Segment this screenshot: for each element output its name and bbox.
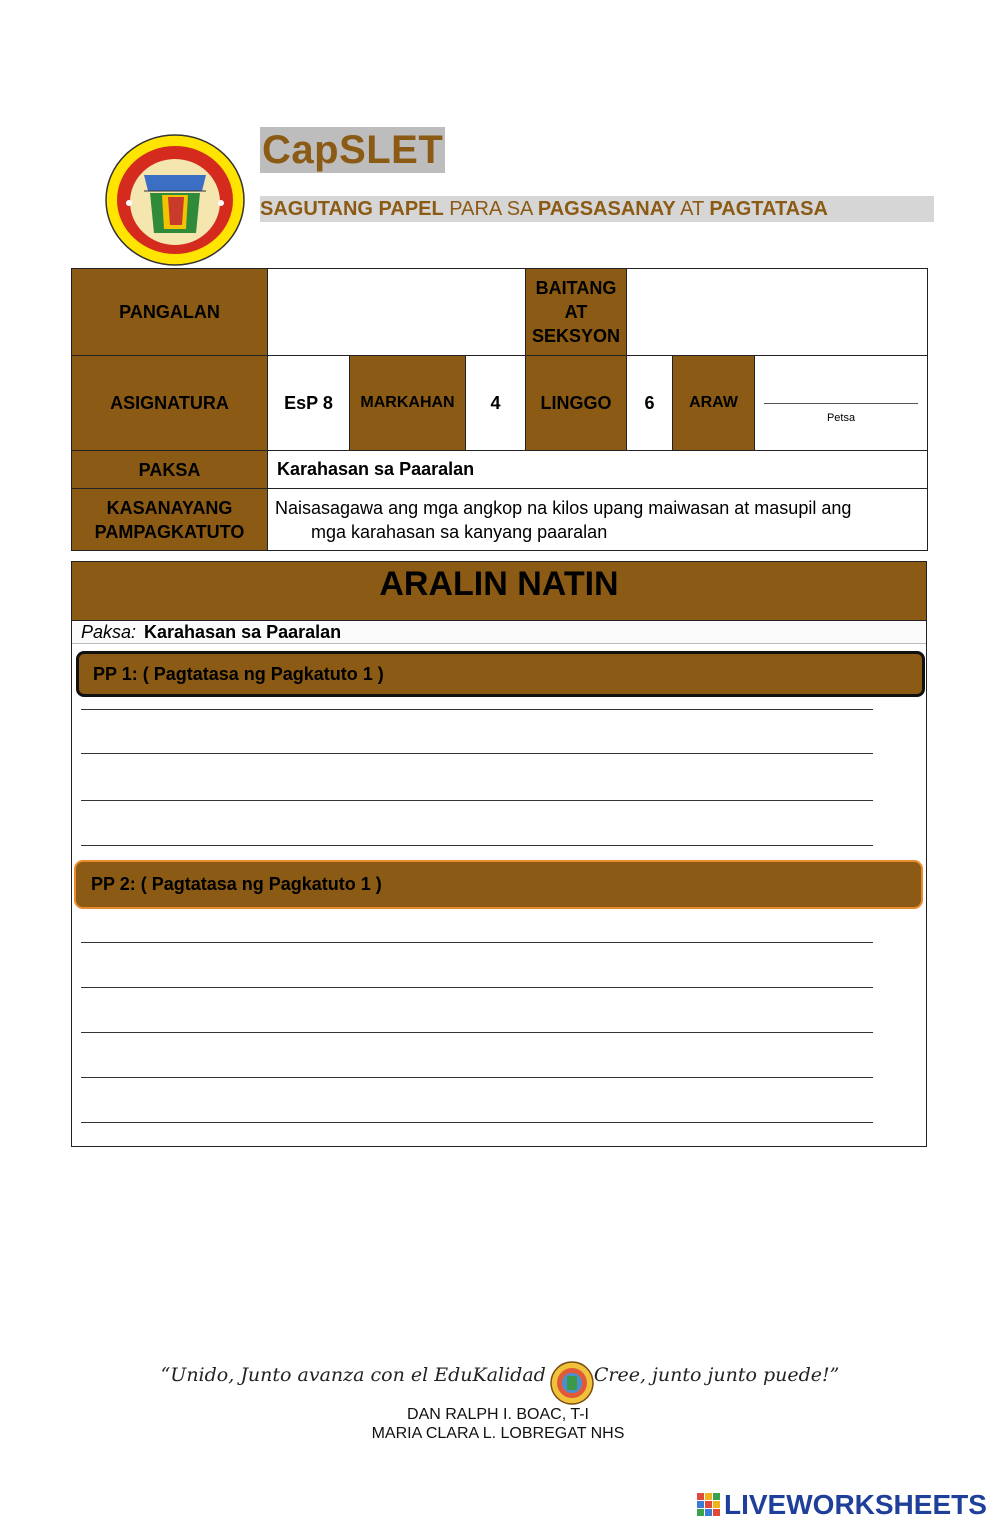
paksa-label: PAKSA	[72, 451, 268, 489]
subtitle-part: PAGTATASA	[709, 198, 828, 220]
document-subtitle	[260, 196, 934, 222]
liveworksheets-logo-icon	[697, 1493, 721, 1517]
motto-left: “Unido, Junto avanza con el EduKalidad	[160, 1364, 546, 1386]
araw-label: ARAW	[673, 356, 755, 451]
kasanayan-label: KASANAYANG PAMPAGKATUTO	[72, 489, 268, 551]
pp1-banner	[76, 651, 925, 697]
aralin-paksa-label: Paksa:	[81, 622, 137, 642]
baitang-field[interactable]	[627, 269, 928, 356]
deped-logo	[104, 133, 246, 267]
kasanayan-line-1: Naisasagawa ang mga angkop na kilos upang maiwasan at masupil ang	[275, 497, 852, 518]
pp1-title: PP 1: ( Pagtatasa ng Pagkatuto 1 )	[93, 664, 384, 684]
document-title: CapSLET	[262, 128, 444, 172]
pp2-title: PP 2: ( Pagtatasa ng Pagkatuto 1 )	[91, 874, 382, 894]
petsa-line	[764, 403, 918, 404]
answer-line[interactable]	[81, 1032, 873, 1033]
asignatura-label: ASIGNATURA	[72, 356, 268, 451]
motto-right: Cree, junto junto puede!”	[593, 1364, 840, 1386]
kasanayan-line-2: mga karahasan sa kanyang paaralan	[311, 521, 608, 542]
student-info-table	[71, 268, 928, 551]
author-name: DAN RALPH I. BOAC, T-I	[407, 1406, 589, 1423]
linggo-value: 6	[627, 356, 673, 451]
answer-line[interactable]	[81, 1077, 873, 1078]
aralin-paksa-row	[72, 621, 926, 644]
markahan-value: 4	[466, 356, 526, 451]
school-name: MARIA CLARA L. LOBREGAT NHS	[371, 1425, 625, 1442]
answer-line[interactable]	[81, 800, 873, 801]
pangalan-field[interactable]	[268, 269, 526, 356]
markahan-label: MARKAHAN	[350, 356, 466, 451]
petsa-caption: Petsa	[826, 411, 856, 424]
liveworksheets-watermark: LIVEWORKSHEETS	[724, 1489, 987, 1520]
paksa-value: Karahasan sa Paaralan	[268, 451, 928, 489]
subtitle-part: PARA SA	[443, 198, 538, 220]
asignatura-value: EsP 8	[268, 356, 350, 451]
motto	[0, 1364, 1000, 1386]
answer-line[interactable]	[81, 845, 873, 846]
answer-line[interactable]	[81, 987, 873, 988]
subtitle-part: PAGSASANAY	[537, 198, 676, 220]
answer-line[interactable]	[81, 709, 873, 710]
answer-line[interactable]	[81, 1122, 873, 1123]
answer-line[interactable]	[81, 942, 873, 943]
kasanayan-value	[268, 489, 928, 551]
school-seal-icon	[550, 1361, 594, 1405]
subtitle-part: AT	[675, 198, 710, 220]
baitang-label: BAITANG AT SEKSYON	[526, 269, 627, 356]
petsa-field[interactable]	[755, 356, 928, 451]
aralin-paksa-value: Karahasan sa Paaralan	[144, 622, 342, 642]
answer-line[interactable]	[81, 753, 873, 754]
aralin-heading: ARALIN NATIN	[72, 562, 926, 621]
pangalan-label: PANGALAN	[72, 269, 268, 356]
aralin-section	[71, 561, 927, 1147]
subtitle-part: SAGUTANG PAPEL	[260, 198, 444, 220]
linggo-label: LINGGO	[526, 356, 627, 451]
pp2-banner	[74, 860, 923, 909]
